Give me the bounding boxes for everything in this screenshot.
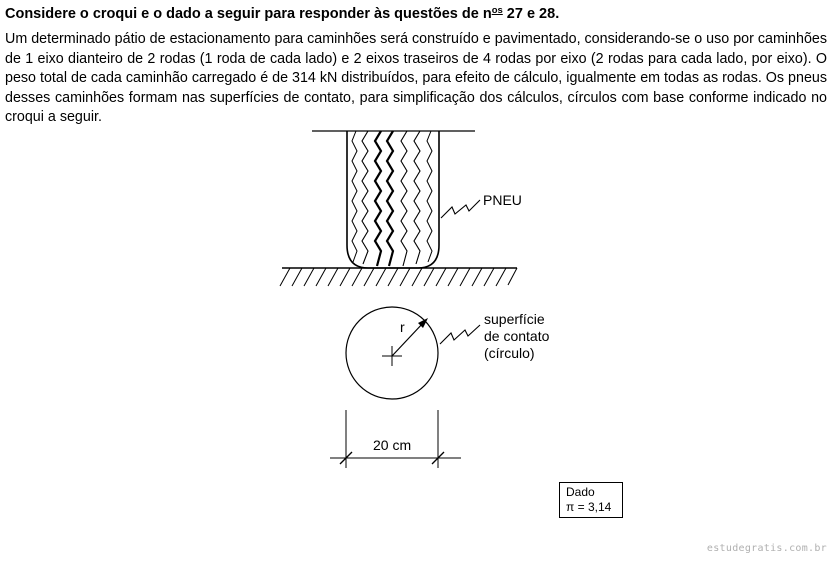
heading-text-end: 27 e 28.: [502, 6, 560, 22]
ground-hatching: [280, 268, 517, 286]
contact-label-line1: superfície: [484, 311, 545, 327]
heading-superscript: os: [491, 5, 503, 16]
dado-box: [559, 482, 623, 518]
contact-label-line2: de contato: [484, 328, 550, 344]
tread-line-6: [414, 131, 420, 264]
watermark: estudegratis.com.br: [706, 543, 827, 554]
dado-value: π = 3,14: [566, 500, 612, 514]
contact-label-line3: (círculo): [484, 345, 535, 361]
tire-label: PNEU: [483, 192, 522, 208]
heading-text: Considere o croqui e o dado a seguir para responder às questões de n: [5, 6, 492, 22]
tread-line-2: [362, 131, 368, 264]
tread-line-4: [387, 131, 393, 266]
dado-title: Dado: [566, 485, 595, 499]
radius-line: [392, 322, 424, 356]
problem-paragraph: Um determinado pátio de estacionamento para caminhões será construído e pavimentado, considerando-se o uso por caminhões de 1 eixo dianteiro de 2 rodas (1 roda de cada lado) e 2 eixos traseiros de 4 rodas por eixo (2 rodas para cada lado, por eixo). O peso total de cada caminhão carregado é de 314 kN distribuídos, para efeito de cálculo, igualmente em todas as rodas. Os pneus desses caminhões formam nas superfícies de contato, para simplificação dos cálculos, círculos com base conforme indicado no croqui a seguir.: [5, 31, 827, 126]
tread-line-7: [427, 131, 432, 262]
contact-leader-line: [440, 325, 480, 344]
tire-leader-line: [441, 200, 480, 218]
diameter-label: 20 cm: [373, 437, 412, 453]
radius-label: r: [400, 319, 405, 335]
tread-line-3: [375, 131, 381, 266]
tread-line-1: [352, 131, 357, 262]
tread-line-5: [401, 131, 407, 266]
